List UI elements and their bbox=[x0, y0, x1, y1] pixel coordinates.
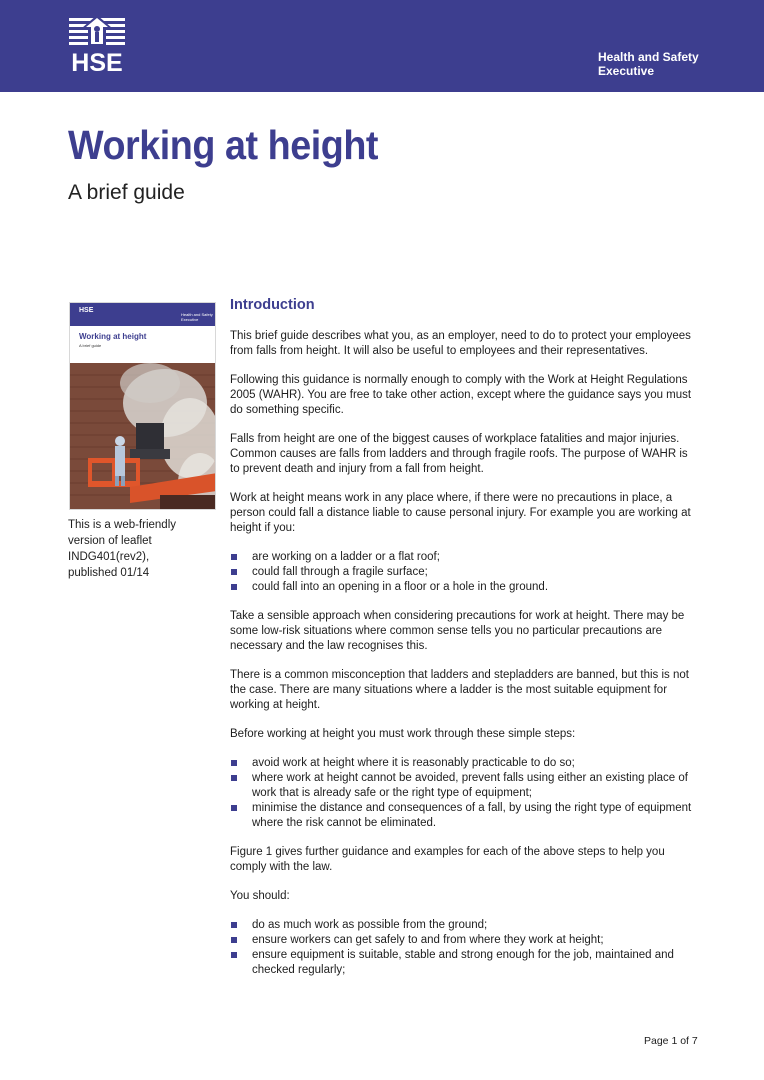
bullet-square-icon bbox=[231, 775, 237, 781]
bullet-square-icon bbox=[231, 760, 237, 766]
leaflet-cover-thumbnail bbox=[69, 302, 216, 510]
caption-line-3: INDG401(rev2), bbox=[68, 551, 150, 563]
paragraph: Work at height means work in any place where, if there were no precautions in place, a person could fall a distance liable to cause personal injury. For example you are working at height if you: bbox=[230, 492, 691, 534]
paragraph: This brief guide describes what you, as an employer, need to do to protect your employees from falls from height. It will also be useful to employees and their representatives. bbox=[230, 330, 691, 357]
cover-title: Working at height bbox=[79, 332, 147, 341]
document-title: Working at height bbox=[68, 122, 379, 168]
bullet-square-icon bbox=[231, 952, 237, 958]
agency-line-2: Executive bbox=[598, 64, 655, 78]
bullet-square-icon bbox=[231, 569, 237, 575]
list-item-text: avoid work at height where it is reasonably practicable to do so; bbox=[252, 757, 575, 769]
list-item-text: ensure equipment is suitable, stable and strong enough for the job, maintained and checked regularly; bbox=[252, 949, 674, 976]
list-item-text: do as much work as possible from the ground; bbox=[252, 919, 488, 931]
hse-logo bbox=[68, 14, 126, 76]
cover-agency-line-1: Health and Safety bbox=[181, 312, 213, 317]
hse-emblem-icon bbox=[68, 14, 126, 50]
bullet-square-icon bbox=[231, 805, 237, 811]
caption-line-1: This is a web-friendly bbox=[68, 519, 177, 531]
hse-logo-text: HSE bbox=[71, 49, 123, 77]
bullet-square-icon bbox=[231, 584, 237, 590]
paragraph: Take a sensible approach when considering precautions for work at height. There may be some low-risk situations where common sense tells you no particular precautions are necessary and the law recognises this. bbox=[230, 610, 685, 652]
document-subtitle: A brief guide bbox=[68, 181, 185, 204]
cover-agency bbox=[181, 312, 213, 322]
cover-header bbox=[70, 303, 216, 326]
list-item-text: ensure workers can get safely to and from where they work at height; bbox=[252, 934, 604, 946]
list-item bbox=[230, 933, 700, 948]
caption-line-2: version of leaflet bbox=[68, 535, 152, 547]
cover-photo-worker-on-platform bbox=[70, 363, 216, 510]
bullet-square-icon bbox=[231, 937, 237, 943]
list-item bbox=[230, 918, 700, 933]
list-item bbox=[230, 948, 700, 978]
paragraph: Before working at height you must work through these simple steps: bbox=[230, 728, 576, 740]
list-item bbox=[230, 801, 700, 831]
list-item bbox=[230, 550, 700, 565]
page-number: Page 1 of 7 bbox=[644, 1035, 698, 1047]
list-item-text: where work at height cannot be avoided, prevent falls using either an existing place of work that is already safe or the right type of equipment; bbox=[252, 772, 688, 799]
agency-line-1: Health and Safety bbox=[598, 50, 699, 64]
list-item-text: are working on a ladder or a flat roof; bbox=[252, 551, 440, 563]
bullet-list-simple-steps bbox=[230, 756, 700, 831]
list-item-text: minimise the distance and consequences of a fall, by using the right type of equipment where the risk cannot be eliminated. bbox=[252, 802, 692, 829]
main-content bbox=[230, 297, 700, 992]
paragraph: Figure 1 gives further guidance and examples for each of the above steps to help you comply with the law. bbox=[230, 846, 665, 873]
cover-logo: HSE bbox=[79, 307, 94, 314]
paragraph: There is a common misconception that ladders and stepladders are banned, but this is not the case. There are many situations where a ladder is the most suitable equipment for working at height. bbox=[230, 669, 689, 711]
bullet-square-icon bbox=[231, 554, 237, 560]
cover-subtitle: A brief guide bbox=[79, 343, 102, 348]
list-item bbox=[230, 565, 700, 580]
header-banner bbox=[0, 0, 764, 92]
list-item-text: could fall through a fragile surface; bbox=[252, 566, 428, 578]
leaflet-caption bbox=[68, 517, 176, 581]
list-item-text: could fall into an opening in a floor or a hole in the ground. bbox=[252, 581, 549, 593]
agency-name bbox=[598, 50, 699, 78]
list-item bbox=[230, 756, 700, 771]
bullet-square-icon bbox=[231, 922, 237, 928]
bullet-list-working-at-height-examples bbox=[230, 550, 700, 595]
paragraph: Falls from height are one of the biggest causes of workplace fatalities and major injuries. Common causes are falls from ladders and through fragile roofs. The purpose of WAHR is to prevent death and injury from a fall from height. bbox=[230, 433, 688, 475]
list-item bbox=[230, 580, 700, 595]
cover-agency-line-2: Executive bbox=[181, 317, 199, 322]
paragraph: Following this guidance is normally enough to comply with the Work at Height Regulations 2005 (WAHR). You are free to take other action, except where the guidance says you must do something specific. bbox=[230, 374, 692, 416]
bullet-list-you-should bbox=[230, 918, 700, 978]
paragraph: You should: bbox=[230, 890, 290, 902]
list-item bbox=[230, 771, 700, 801]
caption-line-4: published 01/14 bbox=[68, 567, 150, 579]
section-heading-introduction: Introduction bbox=[230, 297, 315, 313]
